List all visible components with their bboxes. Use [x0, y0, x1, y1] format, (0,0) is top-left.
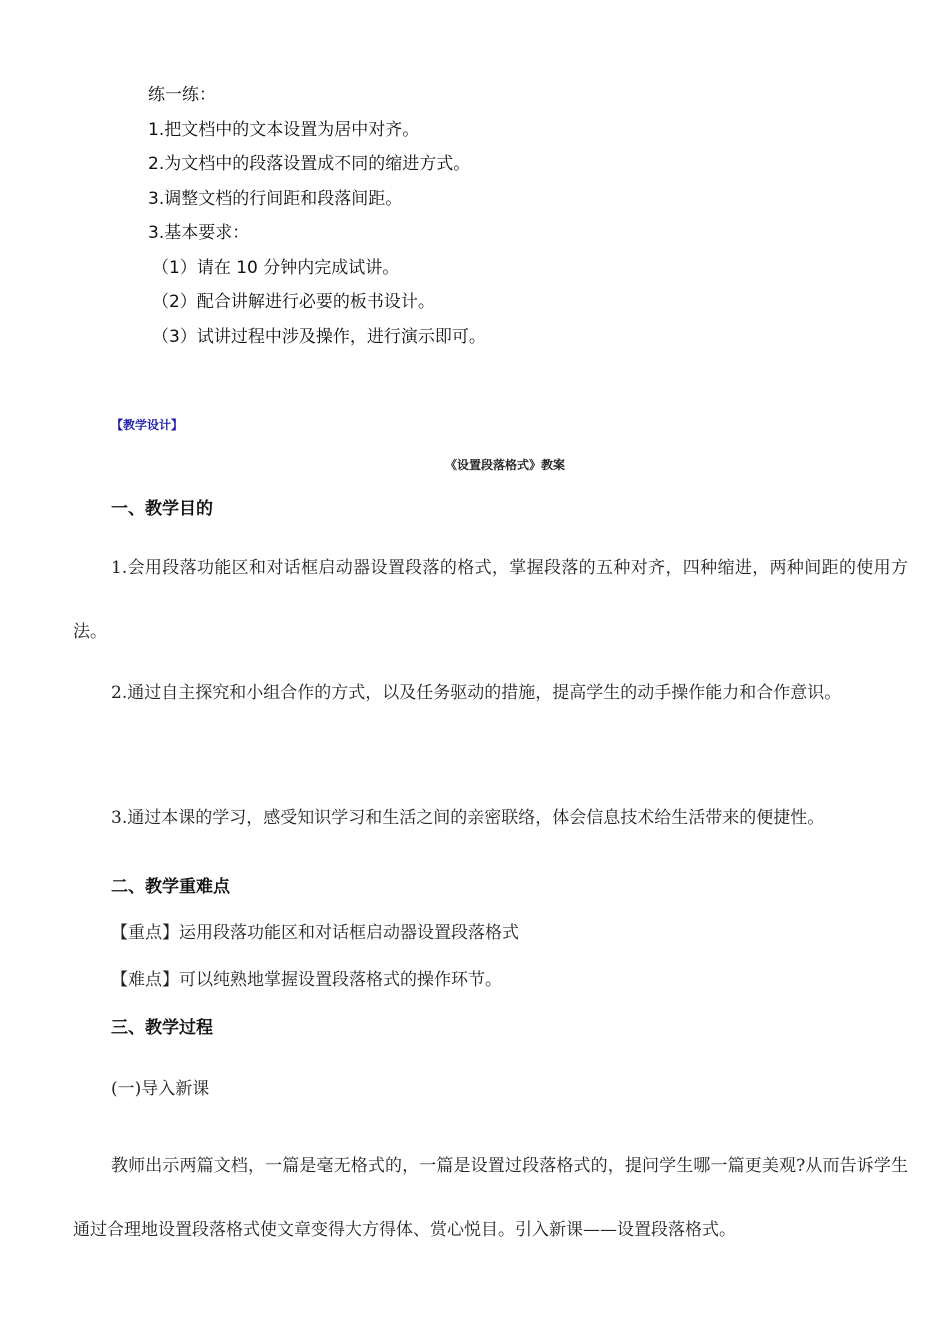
- section-1-heading: 一、教学目的: [111, 499, 213, 519]
- section-2-heading: 二、教学重难点: [111, 877, 230, 897]
- exercise-item-1: 1.把文档中的文本设置为居中对齐。: [148, 119, 420, 140]
- key-point-line: 【重点】运用段落功能区和对话框启动器设置段落格式: [111, 923, 519, 943]
- requirements-heading: 3.基本要求：: [148, 223, 250, 243]
- exercise-heading: 练一练：: [148, 85, 216, 105]
- objective-paragraph-2: 2.通过自主探究和小组合作的方式，以及任务驱动的措施，提高学生的动手操作能力和合作意识。: [111, 683, 842, 703]
- exercise-image-block: [148, 78, 668, 354]
- subsection-intro-heading: (一)导入新课: [111, 1079, 210, 1099]
- objective-paragraph-1: 1.会用段落功能区和对话框启动器设置段落的格式，掌握段落的五种对齐，四种缩进，两种间距的使用方法。: [73, 558, 908, 642]
- lesson-plan-title: 《设置段落格式》教案: [444, 458, 565, 472]
- objective-paragraph-3: 3.通过本课的学习，感受知识学习和生活之间的亲密联络，体会信息技术给生活带来的便捷性。: [111, 808, 825, 828]
- requirement-3: （3）试讲过程中涉及操作，进行演示即可。: [152, 326, 486, 347]
- section-3-heading: 三、教学过程: [111, 1018, 213, 1038]
- intro-paragraph: 教师出示两篇文档，一篇是毫无格式的，一篇是设置过段落格式的，提问学生哪一篇更美观?从而告诉学生通过合理地设置段落格式使文章变得大方得体、赏心悦目。引入新课——设置段落格式。: [73, 1156, 908, 1240]
- exercise-item-3: 3.调整文档的行间距和段落间距。: [148, 188, 403, 209]
- requirement-1: （1）请在 10 分钟内完成试讲。: [152, 257, 400, 278]
- difficulty-line: 【难点】可以纯熟地掌握设置段落格式的操作环节。: [111, 970, 502, 990]
- requirement-2: （2）配合讲解进行必要的板书设计。: [152, 292, 435, 312]
- teaching-design-tag: 【教学设计】: [111, 418, 184, 432]
- exercise-item-2: 2.为文档中的段落设置成不同的缩进方式。: [148, 154, 471, 174]
